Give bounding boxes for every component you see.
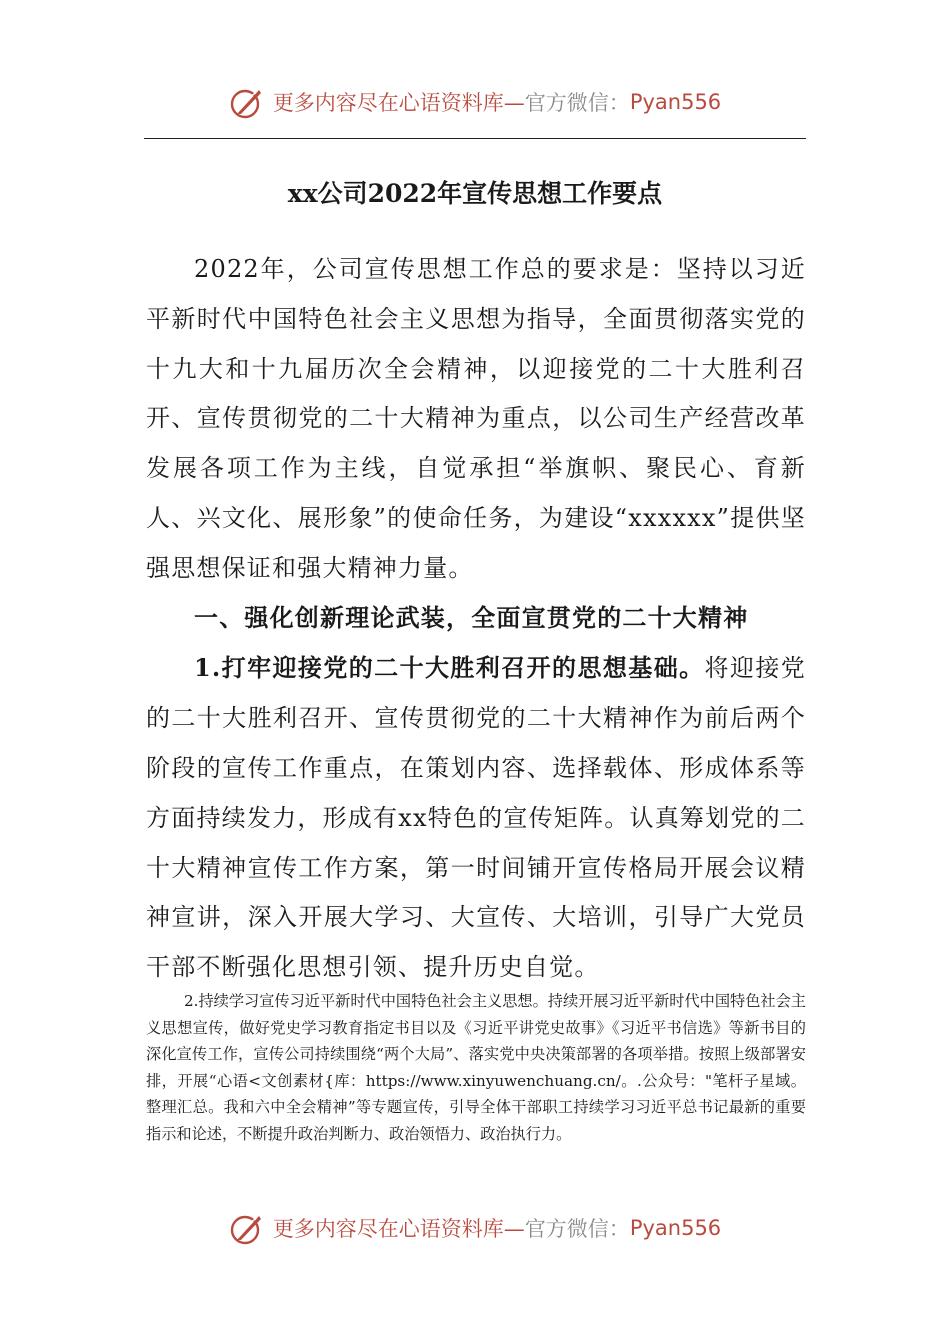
watermark-wechat-label: 官方微信： <box>524 1217 630 1241</box>
watermark-wechat-label: 官方微信： <box>524 91 630 115</box>
watermark-banner-top <box>0 84 950 120</box>
watermark-account: Pyan556 <box>629 90 722 114</box>
intro-paragraph: 2022年，公司宣传思想工作总的要求是：坚持以习近平新时代中国特色社会主义思想为指导，全面贯彻落实党的十九大和十九届历次全会精神，以迎接党的二十大胜利召开、宣传贯彻党的二十大精神为重点，以公司生产经营改革发展各项工作为主线，自觉承担“举旗帜、聚民心、育新人、兴文化、展形象”的使命任务，为建设“xxxxxx”提供坚强思想保证和强大精神力量。 <box>146 255 806 582</box>
item-2-block <box>146 988 806 1148</box>
item-1-body: 将迎接党的二十大胜利召开、宣传贯彻党的二十大精神作为前后两个阶段的宣传工作重点，在策划内容、选择载体、形成体系等方面持续发力，形成有xx特色的宣传矩阵。认真筹划党的二十大精神宣传工作方案，第一时间铺开宣传格局开展会议精神宣讲，深入开展大学习、大宣传、大培训，引导广大党员干部不断强化思想引领、提升历史自觉。 <box>146 654 806 982</box>
item-1-lead: 1.打牢迎接党的二十大胜利召开的思想基础。 <box>194 653 705 683</box>
watermark-text: 更多内容尽在心语资料库— <box>272 91 525 115</box>
document-body <box>146 245 806 993</box>
header-rule <box>144 138 806 139</box>
watermark-text: 更多内容尽在心语资料库— <box>272 1217 525 1241</box>
document-title: xx公司2022年宣传思想工作要点 <box>287 179 663 208</box>
watermark-banner-bottom <box>0 1210 950 1246</box>
watermark-account: Pyan556 <box>629 1216 722 1240</box>
quill-logo-icon <box>229 84 265 120</box>
quill-logo-icon <box>229 1210 265 1246</box>
section-heading-1: 一、强化创新理论武装，全面宣贯党的二十大精神 <box>194 603 749 632</box>
item-2-paragraph: 2.持续学习宣传习近平新时代中国特色社会主义思想。持续开展习近平新时代中国特色社会主义思想宣传，做好党史学习教育指定书目以及《习近平讲党史故事》《习近平书信选》等新书目的深化宣传工作，宣传公司持续围绕“两个大局”、落实党中央决策部署的各项举措。按照上级部署安排，开展“心语<文创素材{库：https://www.xinyuwenchuang.cn/。.公众号："笔杆子星域。整理汇总。我和六中全会精神”等专题宣传，引导全体干部职工持续学习习近平总书记最新的重要指示和论述，不断提升政治判断力、政治领悟力、政治执行力。 <box>146 992 806 1143</box>
item-1-paragraph <box>146 643 806 993</box>
